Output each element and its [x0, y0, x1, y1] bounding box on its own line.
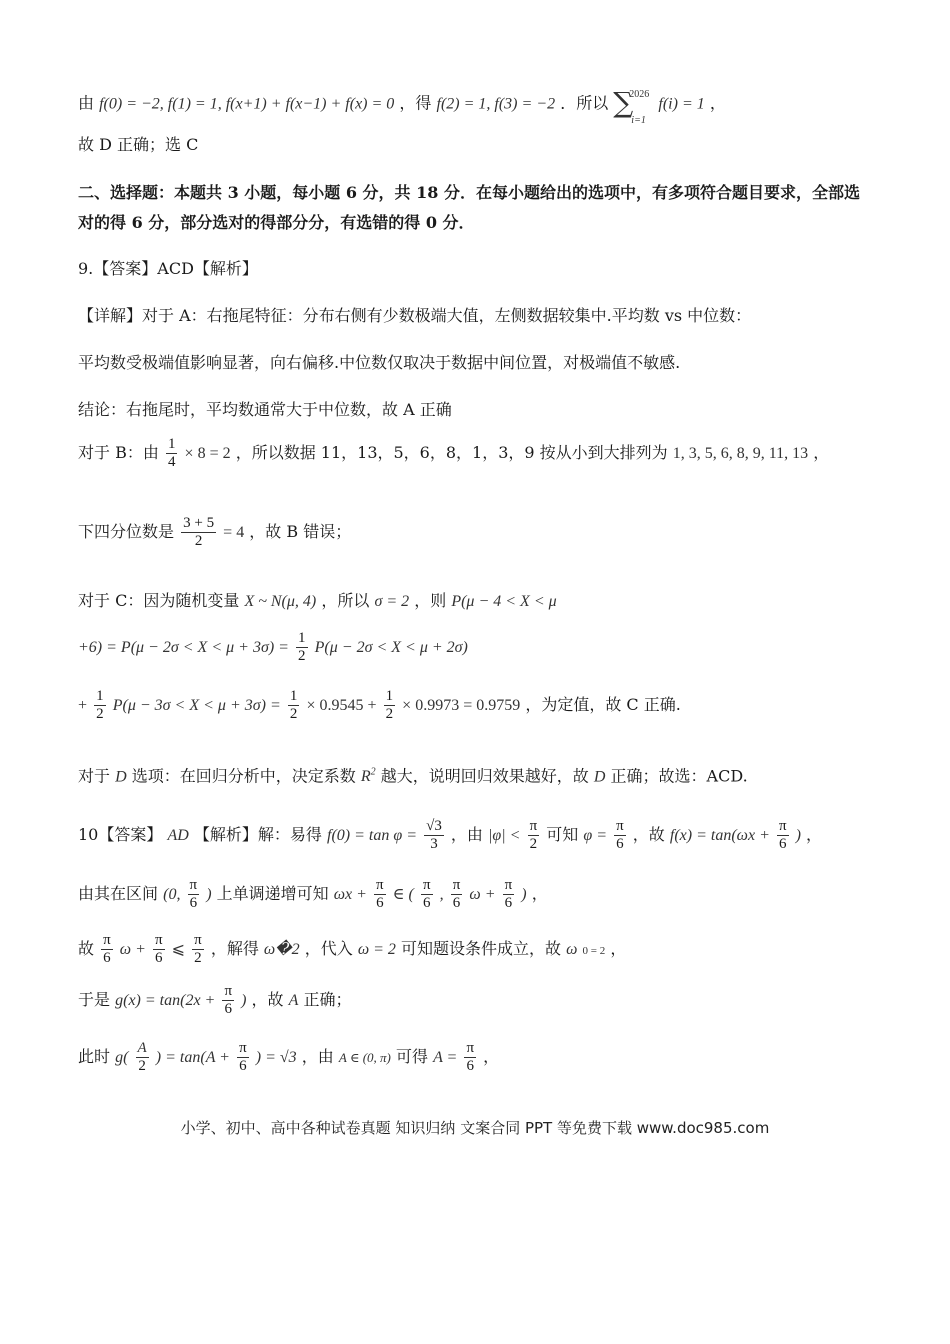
text: ．所以 [560, 93, 609, 113]
math: ω = 2 [357, 941, 396, 958]
math: f(i) = 1 [658, 95, 705, 113]
fraction: $\frac{\pi}{6}$ [154, 932, 163, 966]
math: ) [206, 886, 212, 903]
text: 10【答案】 [78, 825, 163, 844]
fraction: $\frac{\pi}{6}$ [422, 877, 431, 911]
q9-option-d [78, 762, 748, 788]
q10-line-3 [78, 932, 626, 967]
math: × 0.9545 + [306, 697, 377, 714]
math: f(2) = 1, f(3) = −2 [436, 95, 556, 113]
math: 0 = 2 [582, 945, 606, 957]
text: 可知 [546, 825, 579, 844]
math: f(0) = −2, f(1) = 1, f(x+1) + f(x−1) + f(x) = 0 [99, 95, 395, 113]
text: ，由 [301, 1047, 334, 1066]
fraction: $\frac{1}{2}$ [96, 688, 104, 722]
fraction: $\frac{3 + 5}{2}$ [183, 515, 215, 549]
math: ) [241, 992, 247, 1009]
text: 上单调递增可知 [216, 884, 329, 903]
text: ，解得 [210, 939, 259, 958]
section-title-line-1: 二、选择题：本题共 3 小题，每小题 6 分，共 18 分．在每小题给出的选项中，有多项符合题目要求，全部选 [78, 183, 860, 202]
math: P(μ − 3σ < X < μ + 3σ) = [112, 697, 281, 714]
text: ，由 [450, 825, 483, 844]
text: 对于 C：因为随机变量 [78, 591, 240, 610]
q9-option-c-line-1 [78, 590, 557, 613]
fraction: $\frac{1}{2}$ [289, 688, 298, 722]
math: + [78, 697, 88, 714]
math: P(μ − 2σ < X < μ + 2σ) [314, 639, 468, 656]
q10-line-1 [78, 818, 822, 853]
text: 可得 [395, 1047, 428, 1066]
text: ， [531, 884, 548, 903]
text: 【解析】解：易得 [193, 825, 322, 844]
text: 越大，说明回归效果越好，故 [380, 766, 589, 786]
math: A = [433, 1049, 458, 1066]
solution-line-2: 故 D 正确；选 C [78, 135, 199, 154]
fraction: $\frac{\pi}{6}$ [103, 932, 111, 966]
fraction: $\frac{\pi}{6}$ [504, 877, 513, 911]
q9-line-3: 结论：右拖尾时，平均数通常大于中位数，故 A 正确 [78, 400, 452, 419]
math: ∈ ( [392, 886, 414, 903]
text: ，则 [414, 591, 447, 610]
math: ⩽ [171, 941, 186, 958]
text: ，代入 [304, 939, 353, 958]
math: D [593, 768, 606, 786]
math: ) [795, 827, 801, 844]
text: 于是 [78, 990, 111, 1009]
text: 对于 [78, 766, 111, 786]
q9-option-c-line-2 [78, 630, 468, 665]
fraction: $\frac{\pi}{6}$ [376, 877, 384, 911]
text: ，故 [251, 990, 284, 1009]
text: ， [483, 1047, 500, 1066]
math: A ∈ (0, π) [338, 1050, 391, 1065]
math: 1, 3, 5, 6, 8, 9, 11, 13 [672, 445, 809, 462]
math: ω [566, 941, 578, 958]
fraction: $\frac{1}{2}$ [298, 630, 306, 664]
q9-option-c-line-3 [78, 688, 681, 723]
fraction: $\frac{\pi}{2}$ [194, 932, 202, 966]
math: ) = √3 [255, 1049, 297, 1066]
math: × 8 = 2 [184, 445, 231, 462]
math: +6) = P(μ − 2σ < X < μ + 3σ) = [78, 639, 289, 656]
math: g( [115, 1049, 129, 1066]
math: $R^2$ [360, 767, 376, 786]
text: ， [806, 825, 823, 844]
fraction: $\frac{A}{2}$ [137, 1040, 147, 1074]
math: , [439, 886, 444, 903]
q10-line-2 [78, 877, 548, 912]
text: ，所以 [321, 591, 370, 610]
text: 故 [78, 939, 95, 958]
math: AD [167, 827, 189, 844]
text: 正确； [303, 990, 352, 1009]
text: 由其在区间 [78, 884, 159, 903]
math: ω + [469, 886, 496, 903]
q9-option-b-quartile [78, 515, 351, 550]
math: g(x) = tan(2x + [115, 992, 216, 1009]
text: ， [610, 939, 627, 958]
text: ，所以数据 11，13，5，6，8，1，3，9 按从小到大排列为 [235, 443, 668, 462]
q10-line-4 [78, 983, 352, 1018]
text: 正确；故选：ACD. [610, 766, 748, 786]
fraction: $\frac{\pi}{6}$ [189, 877, 198, 911]
math: A [288, 992, 299, 1009]
solution-line-1 [78, 86, 726, 126]
page-footer: 小学、初中、高中各种试卷真题 知识归纳 文案合同 PPT 等免费下载 www.doc985.com [180, 1119, 770, 1137]
math: ) [521, 886, 527, 903]
math: × 0.9973 = 0.9759 [402, 697, 521, 714]
q9-option-b [78, 436, 829, 471]
math: f(0) = tan φ = [327, 827, 417, 844]
math: X ~ N(μ, 4) [244, 593, 317, 610]
text: ，为定值，故 C 正确. [525, 695, 681, 714]
fraction: $\frac{\pi}{6}$ [466, 1040, 475, 1074]
math: φ = [583, 827, 608, 844]
fraction: $\frac{\pi}{6}$ [224, 983, 233, 1017]
math: |φ| < [488, 827, 521, 844]
fraction: $\frac{\pi}{6}$ [239, 1040, 247, 1074]
q10-line-5 [78, 1040, 499, 1075]
q9-line-2: 平均数受极端值影响显著，向右偏移.中位数仅取决于数据中间位置，对极端值不敏感. [78, 353, 681, 372]
text: ，故 [632, 825, 665, 844]
text: 选项：在回归分析中，决定系数 [131, 766, 356, 786]
math: P(μ − 4 < X < μ [451, 593, 557, 610]
math: = 4 [223, 524, 245, 541]
fraction: $\frac{1}{2}$ [385, 688, 394, 722]
math: ω�2 [263, 941, 300, 958]
fraction: $\frac{\pi}{6}$ [452, 877, 461, 911]
math: σ = 2 [374, 593, 410, 610]
fraction: $\frac{√3}{3}$ [426, 818, 442, 852]
text: ， [709, 93, 726, 113]
text: 由 [78, 93, 95, 113]
summation-symbol: ∑ 2026 i=1 [613, 86, 650, 126]
text: ，得 [399, 93, 432, 113]
fraction: $\frac{\pi}{6}$ [616, 818, 624, 852]
math: ) = tan(A + [155, 1049, 230, 1066]
text: 此时 [78, 1047, 111, 1066]
text: 可知题设条件成立，故 [401, 939, 562, 958]
text: ， [813, 443, 830, 462]
math: (0, [163, 886, 181, 903]
section-title-line-2: 对的得 6 分，部分选对的得部分分，有选错的得 0 分． [78, 213, 475, 232]
math: ωx + [333, 886, 367, 903]
text: 下四分位数是 [78, 522, 175, 541]
text: ，故 B 错误； [249, 522, 352, 541]
math: D [115, 768, 127, 786]
fraction: $\frac{1}{4}$ [167, 436, 176, 470]
math: f(x) = tan(ωx + [669, 827, 770, 844]
math: ω + [119, 941, 146, 958]
text: 对于 B：由 [78, 443, 159, 462]
q9-heading: 9.【答案】ACD【解析】 [78, 259, 258, 278]
q9-line-1: 【详解】对于 A：右拖尾特征：分布右侧有少数极端大值，左侧数据较集中.平均数 vs 中位数： [78, 306, 752, 325]
fraction: $\frac{\pi}{6}$ [778, 818, 787, 852]
fraction: $\frac{\pi}{2}$ [529, 818, 538, 852]
